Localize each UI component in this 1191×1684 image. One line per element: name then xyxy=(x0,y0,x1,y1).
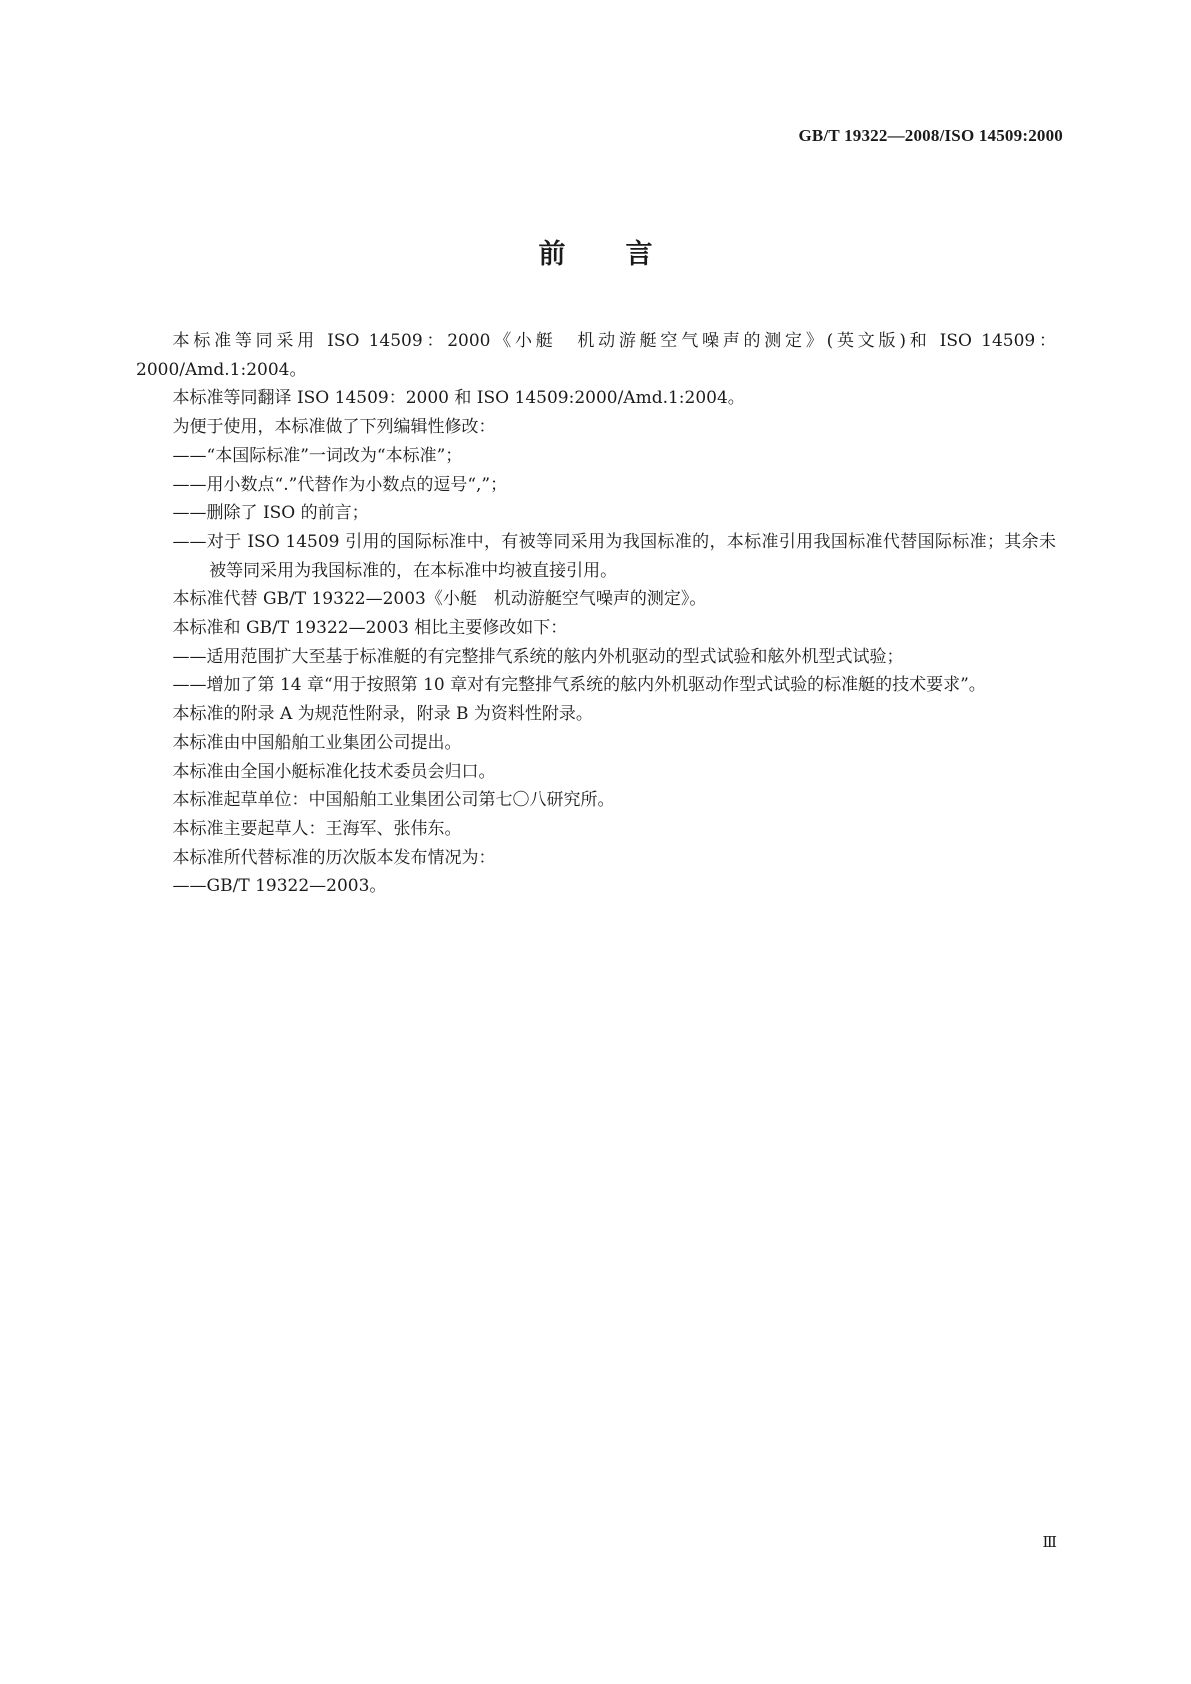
foreword-body xyxy=(136,327,1056,901)
paragraph: 本标准由中国船舶工业集团公司提出。 xyxy=(172,732,462,753)
paragraph: 为便于使用，本标准做了下列编辑性修改： xyxy=(172,417,496,438)
paragraph: 本标准等同翻译 ISO 14509：2000 和 ISO 14509:2000/Amd.1:2004。 xyxy=(172,388,745,409)
page-number: Ⅲ xyxy=(1042,1535,1057,1551)
paragraph: 本标准代替 GB/T 19322—2003《小艇 机动游艇空气噪声的测定》。 xyxy=(172,589,707,610)
standard-code-header: GB/T 19322—2008/ISO 14509:2000 xyxy=(798,126,1063,145)
paragraph: 本标准所代替标准的历次版本发布情况为： xyxy=(172,847,496,868)
list-item: ——适用范围扩大至基于标准艇的有完整排气系统的舷内外机驱动的型式试验和舷外机型式试验； xyxy=(172,646,904,667)
list-item: ——删除了 ISO 的前言； xyxy=(172,503,369,524)
list-item: ——“本国际标准”一词改为“本标准”； xyxy=(172,445,463,466)
paragraph: 本标准的附录 A 为规范性附录，附录 B 为资料性附录。 xyxy=(172,704,593,725)
list-item: ——增加了第 14 章“用于按照第 10 章对有完整排气系统的舷内外机驱动作型式试验的标准艇的技术要求”。 xyxy=(172,675,986,696)
page-title: 前言 xyxy=(538,239,713,270)
paragraph: 本标准和 GB/T 19322—2003 相比主要修改如下： xyxy=(172,618,568,639)
list-item: ——GB/T 19322—2003。 xyxy=(172,876,387,897)
paragraph: 本标准等同采用 ISO 14509：2000《小艇 机动游艇空气噪声的测定》(英文版)和 ISO 14509：2000/Amd.1:2004。 xyxy=(136,331,1056,380)
list-item: ——用小数点“.”代替作为小数点的逗号“,”； xyxy=(172,474,508,495)
paragraph: 本标准起草单位：中国船舶工业集团公司第七〇八研究所。 xyxy=(172,790,615,811)
paragraph: 本标准由全国小艇标准化技术委员会归口。 xyxy=(172,761,496,782)
paragraph: 本标准主要起草人：王海军、张伟东。 xyxy=(172,818,462,839)
list-item: ——对于 ISO 14509 引用的国际标准中，有被等同采用为我国标准的，本标准引用我国标准代替国际标准；其余未被等同采用为我国标准的，在本标准中均被直接引用。 xyxy=(172,531,1056,581)
